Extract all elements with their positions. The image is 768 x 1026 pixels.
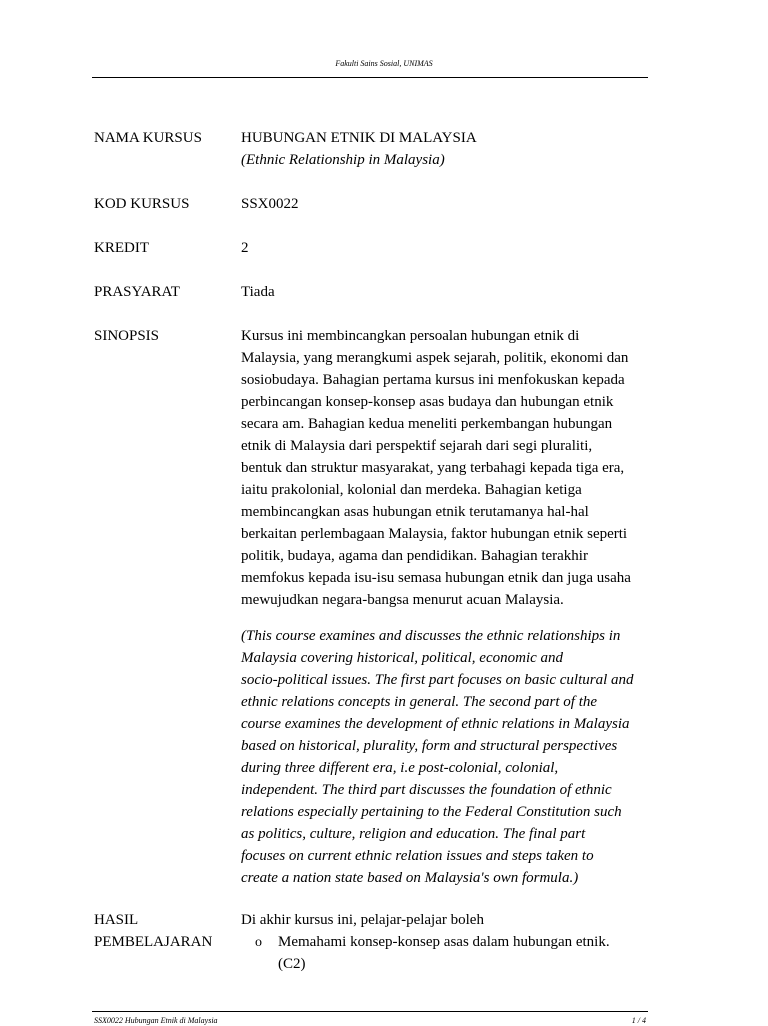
sinopsis-malay-line: bentuk dan struktur masyarakat, yang terbahagi kepada tiga era, <box>241 460 625 476</box>
sinopsis-english-line: (This course examines and discusses the ethnic relationships in <box>241 628 621 644</box>
sinopsis-malay-line: politik, budaya, agama dan pendidikan. Bahagian terakhir <box>241 548 588 564</box>
sinopsis-english-line: Malaysia covering historical, political, economic and <box>241 650 564 666</box>
sinopsis-malay-line: mewujudkan negara-bangsa menurut acuan Malaysia. <box>241 592 564 608</box>
prasyarat-label: PRASYARAT <box>94 284 180 300</box>
sinopsis-english-line: relations especially pertaining to the Federal Constitution such <box>241 804 622 820</box>
sinopsis-english-line: focuses on current ethnic relation issues and steps taken to <box>241 848 594 864</box>
learning-outcome-item <box>278 931 610 975</box>
sinopsis-label: SINOPSIS <box>94 328 160 344</box>
hasil-label: HASIL <box>94 912 139 928</box>
sinopsis-malay-line: perbincangan konsep-konsep asas budaya dan hubungan etnik <box>241 394 614 410</box>
page-header: Fakulti Sains Sosial, UNIMAS <box>335 59 433 68</box>
sinopsis-english-line: during three different era, i.e post-colonial, colonial, <box>241 760 559 776</box>
kredit-label: KREDIT <box>94 240 149 256</box>
footer-page-number: 1 / 4 <box>631 1016 646 1025</box>
sinopsis-malay-line: membincangkan asas hubungan etnik terutamanya hal-hal <box>241 504 589 520</box>
sinopsis-malay-line: etnik di Malaysia dari perspektif sejarah dari segi pluraliti, <box>241 438 593 454</box>
sinopsis-english-line: as politics, culture, religion and education. The final part <box>241 826 586 842</box>
nama-kursus-value: HUBUNGAN ETNIK DI MALAYSIA <box>241 130 477 146</box>
sinopsis-english-line: ethnic relations concepts in general. The second part of the <box>241 694 598 710</box>
kod-kursus-label: KOD KURSUS <box>94 196 190 212</box>
sinopsis-malay-paragraph <box>241 325 651 611</box>
sinopsis-english-line: socio-political issues. The first part focuses on basic cultural and <box>241 672 634 688</box>
sinopsis-malay-line: Kursus ini membincangkan persoalan hubungan etnik di <box>241 328 580 344</box>
sinopsis-english-line: create a nation state based on Malaysia's own formula.) <box>241 870 579 886</box>
sinopsis-malay-line: sosiobudaya. Bahagian pertama kursus ini menfokuskan kepada <box>241 372 625 388</box>
hasil-intro-text: Di akhir kursus ini, pelajar-pelajar boleh <box>241 912 484 928</box>
nama-kursus-label: NAMA KURSUS <box>94 130 202 146</box>
sinopsis-malay-line: Malaysia, yang merangkumi aspek sejarah, politik, ekonomi dan <box>241 350 629 366</box>
nama-kursus-value-english: (Ethnic Relationship in Malaysia) <box>241 152 445 168</box>
sinopsis-english-paragraph <box>241 625 651 889</box>
sinopsis-english-line: based on historical, plurality, form and structural perspectives <box>241 738 618 754</box>
learning-outcome-line: (C2) <box>278 956 306 972</box>
kod-kursus-value: SSX0022 <box>241 196 299 212</box>
footer-rule <box>92 1011 648 1012</box>
kredit-value: 2 <box>241 240 249 256</box>
header-rule <box>92 77 648 78</box>
prasyarat-value: Tiada <box>241 284 275 300</box>
sinopsis-malay-line: memfokus kepada isu-isu semasa hubungan etnik dan juga usaha <box>241 570 631 586</box>
bullet-marker: o <box>255 935 262 950</box>
sinopsis-english-line: course examines the development of ethnic relations in Malaysia <box>241 716 630 732</box>
sinopsis-english-line: independent. The third part discusses the foundation of ethnic <box>241 782 612 798</box>
footer-course-title: SSX0022 Hubungan Etnik di Malaysia <box>94 1016 218 1025</box>
learning-outcome-line: Memahami konsep-konsep asas dalam hubungan etnik. <box>278 934 610 950</box>
sinopsis-malay-line: secara am. Bahagian kedua meneliti perkembangan hubungan <box>241 416 613 432</box>
pembelajaran-label: PEMBELAJARAN <box>94 934 213 950</box>
sinopsis-malay-line: berkaitan perlembagaan Malaysia, faktor hubungan etnik seperti <box>241 526 628 542</box>
sinopsis-malay-line: iaitu prakolonial, kolonial dan merdeka. Bahagian ketiga <box>241 482 582 498</box>
